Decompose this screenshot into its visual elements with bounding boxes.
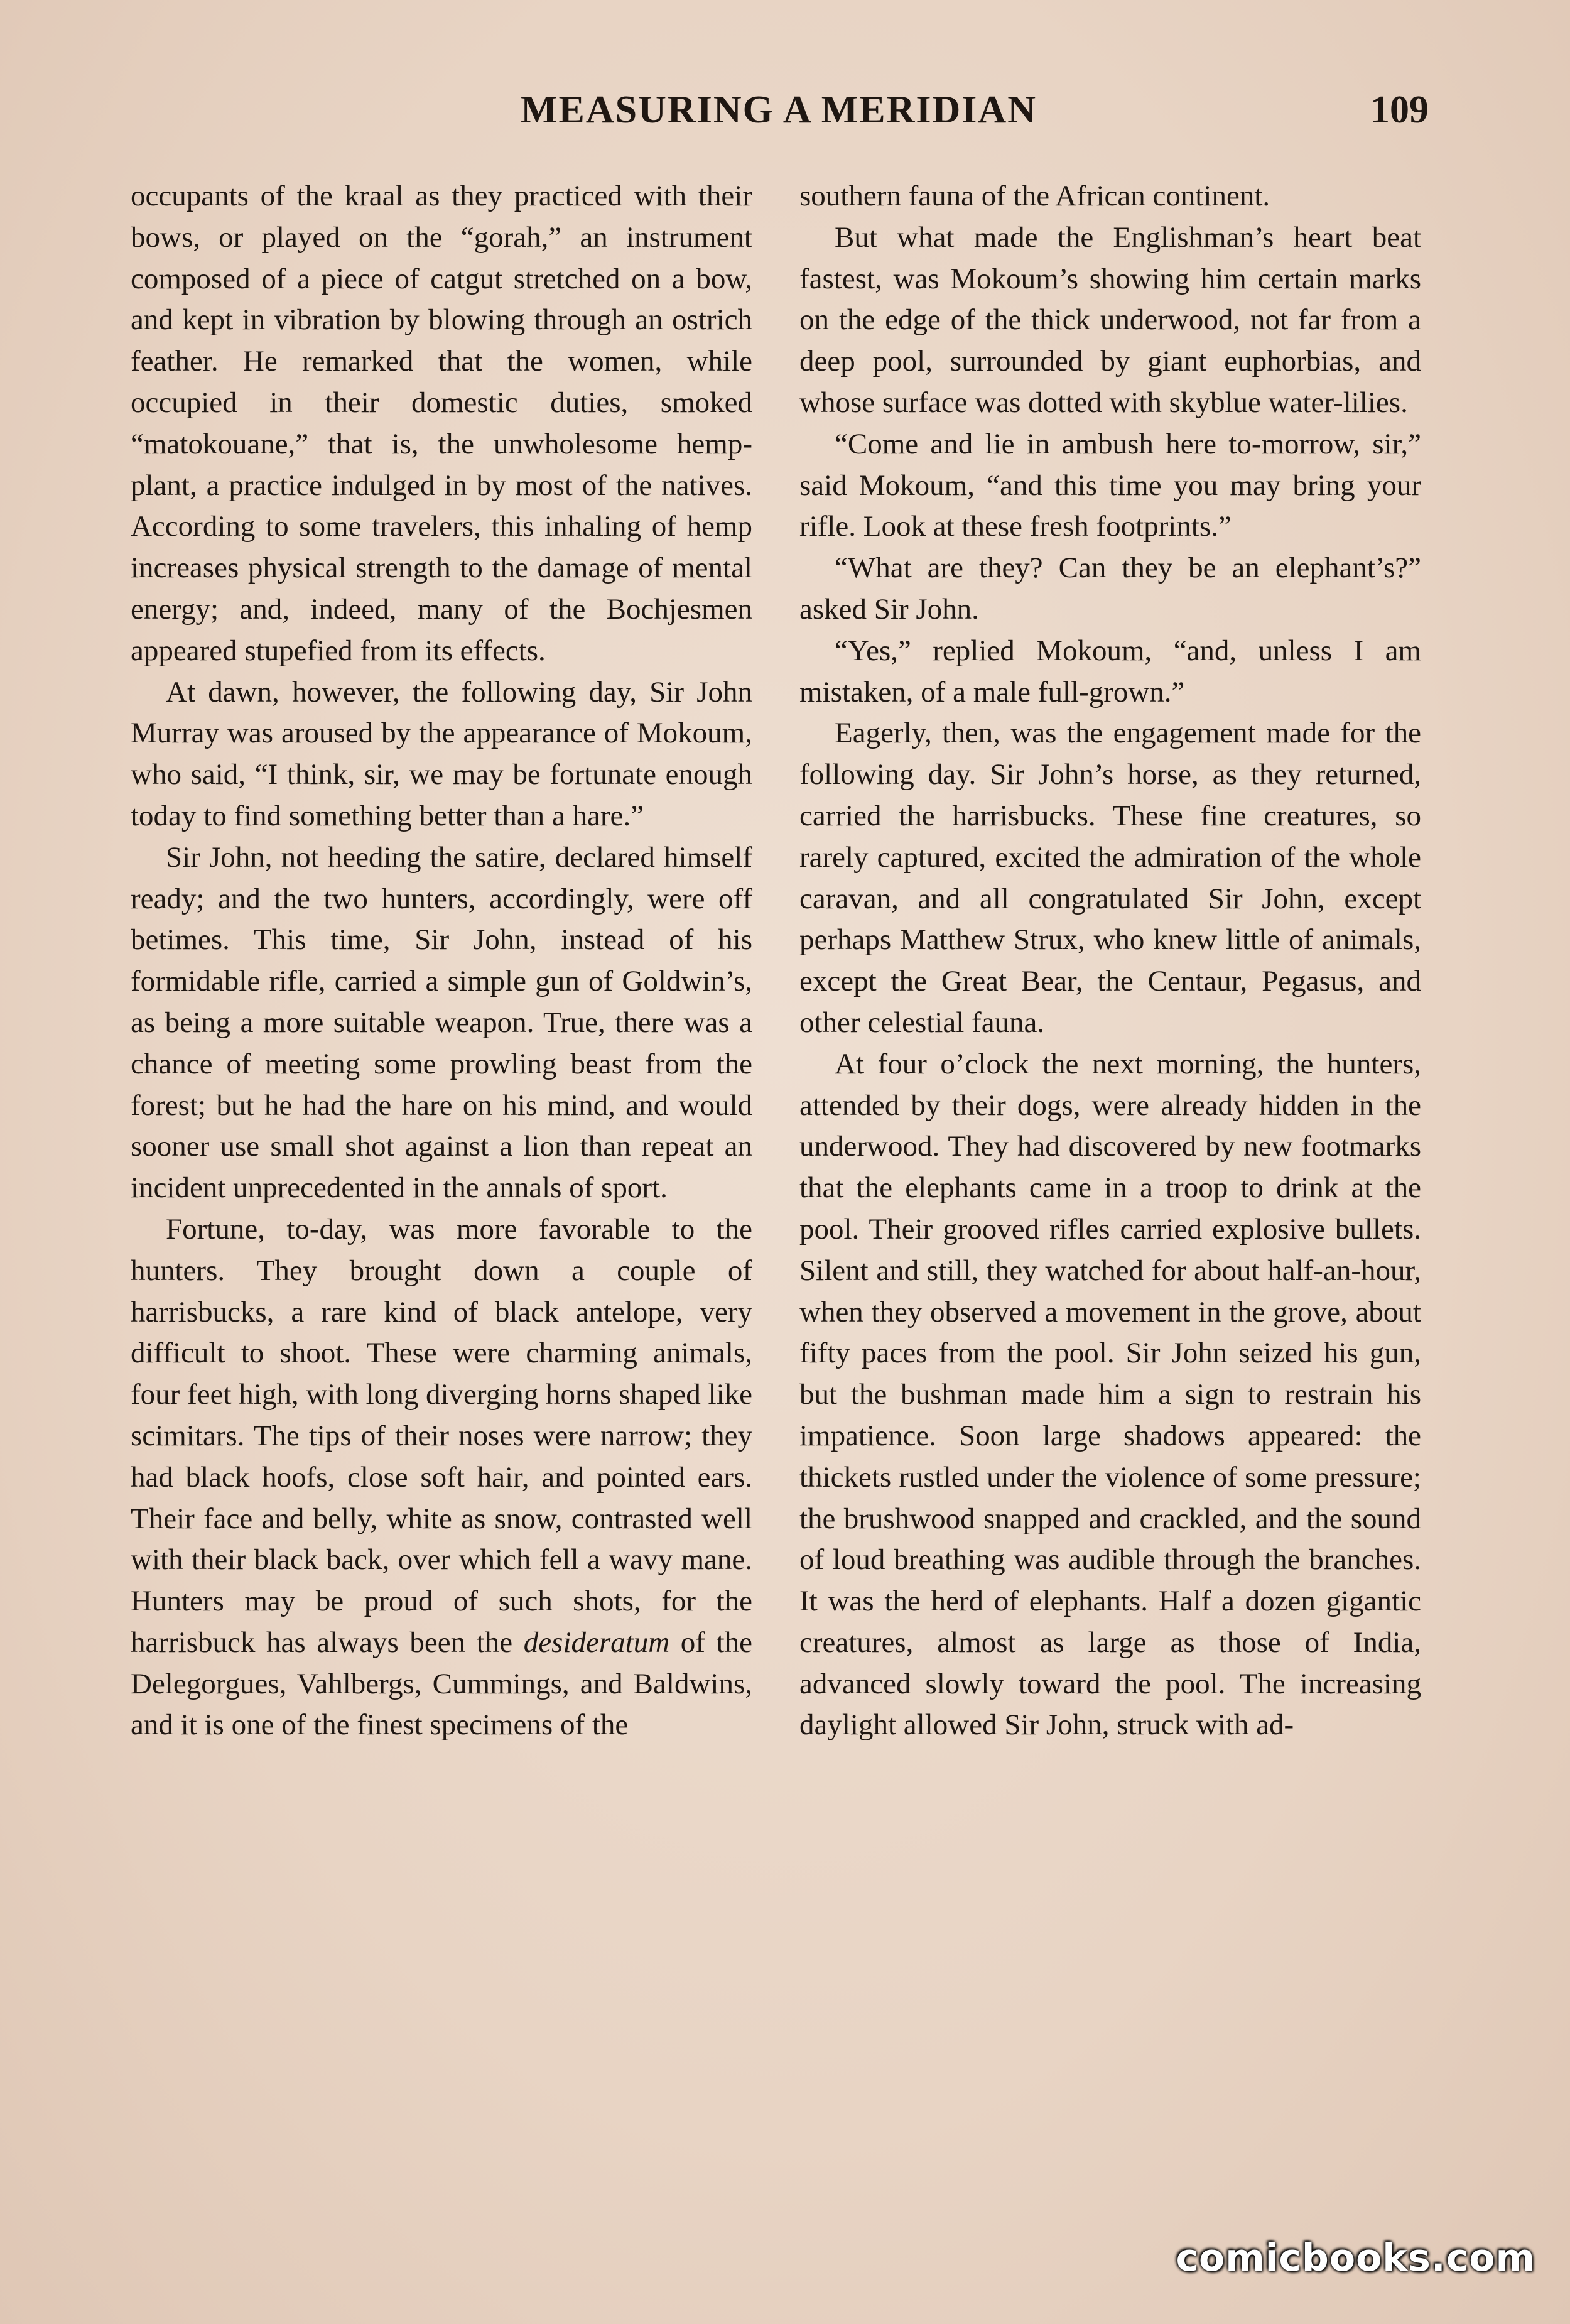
paragraph: At four o’clock the next morning, the hunters, attended by their dogs, were already hidden in the underwood. They had discovered by new footmarks that the elephants came in a troop to drink at the pool. Their grooved rifles carried explosive bullets. Silent and still, they watched for about half-an-hour, when they observed a movement in the grove, about fifty paces from the pool. Sir John seized his gun, but the bushman made him a sign to restrain his impatience. Soon large shadows appeared: the thickets rustled under the violence of some pressure; the brushwood snapped and crackled, and the sound of loud breathing was audible through the branches. It was the herd of elephants. Half a dozen gigantic creatures, almost as large as those of India, advanced slowly toward the pool. The increasing daylight allowed Sir John, struck with ad- <box>799 1047 1421 1742</box>
watermark: comicbooks.com <box>1176 2236 1535 2280</box>
right-column <box>799 176 1421 1746</box>
paragraph: “What are they? Can they be an elephant’s?” asked Sir John. <box>799 551 1421 626</box>
paragraph: “Come and lie in ambush here to-morrow, sir,” said Mokoum, “and this time you may bring your rifle. Look at these fresh footprints.” <box>799 427 1421 543</box>
paragraph-text: Fortune, to-day, was more favorable to the hunters. They brought down a couple of harrisbucks, a rare kind of black antelope, very difficult to shoot. These were charming animals, four feet high, with long diverging horns shaped like scimitars. The tips of their noses were narrow; they had black hoofs, close soft hair, and pointed ears. Their face and belly, white as snow, contrasted well with their black back, over which fell a wavy mane. Hunters may be proud of such shots, for the harrisbuck has always been the <box>131 1212 752 1659</box>
paragraph <box>131 1209 752 1746</box>
paragraph-text: of the Delegorgues, Vahlbergs, Cummings, and Baldwins, and it is one of the finest specimens of the <box>131 1626 752 1742</box>
paragraph: Eagerly, then, was the engagement made for the following day. Sir John’s horse, as they returned, carried the harrisbucks. These fine creatures, so rarely captured, excited the admiration of the whole caravan, and all congratulated Sir John, except perhaps Matthew Strux, who knew little of animals, except the Great Bear, the Centaur, Pegasus, and other celestial fauna. <box>799 717 1421 1039</box>
paragraph: “Yes,” replied Mokoum, “and, unless I am mistaken, of a male full-grown.” <box>799 634 1421 709</box>
running-title: MEASURING A MERIDIAN <box>521 89 1037 131</box>
paragraph: At dawn, however, the following day, Sir John Murray was aroused by the appearance of Mokoum, who said, “I think, sir, we may be fortunate enough today to find something better than a hare.” <box>131 675 752 832</box>
left-column <box>131 176 752 1746</box>
italic-term: desideratum <box>523 1626 670 1659</box>
paragraph: southern fauna of the African continent. <box>799 180 1270 212</box>
page-number: 109 <box>1370 89 1429 131</box>
running-head <box>129 88 1429 144</box>
paragraph: But what made the Englishman’s heart beat fastest, was Mokoum’s showing him certain marks on the edge of the thick underwood, not far from a deep pool, surrounded by giant euphorbias, and whose surface was dotted with skyblue water-lilies. <box>799 220 1421 419</box>
paragraph: occupants of the kraal as they practiced with their bows, or played on the “gorah,” an instrument composed of a piece of catgut stretched on a bow, and kept in vibration by blowing through an ostrich feather. He remarked that the women, while occupied in their domestic duties, smoked “matokouane,” that is, the unwholesome hemp-plant, a practice indulged in by most of the natives. According to some travelers, this inhaling of hemp increases physical strength to the damage of mental energy; and, indeed, many of the Bochjesmen appeared stupefied from its effects. <box>131 180 752 667</box>
paragraph: Sir John, not heeding the satire, declared himself ready; and the two hunters, accordingly, were off betimes. This time, Sir John, instead of his formidable rifle, carried a simple gun of Goldwin’s, as being a more suitable weapon. True, there was a chance of meeting some prowling beast from the forest; but he had the hare on his mind, and would sooner use small shot against a lion than repeat an incident unprecedented in the annals of sport. <box>131 840 752 1205</box>
